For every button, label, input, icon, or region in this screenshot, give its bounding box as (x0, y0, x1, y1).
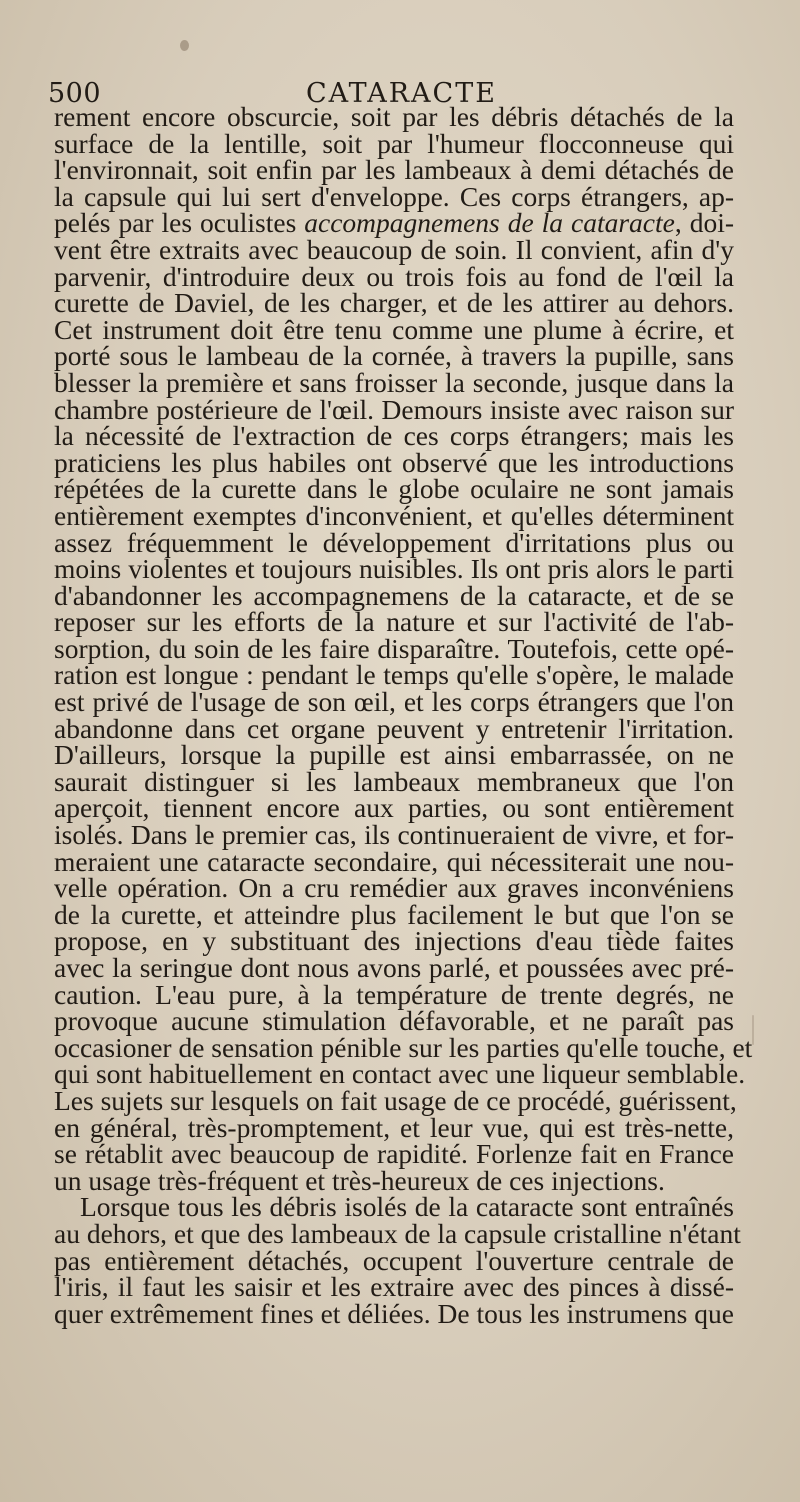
text-line: meraient une cataracte secondaire, qui nécessiterait une nou- (54, 845, 734, 877)
text-line: entièrement exemptes d'inconvénient, et qu'elles déterminent (54, 499, 734, 531)
text-line: D'ailleurs, lorsque la pupille est ainsi embarrassée, on ne (54, 739, 734, 771)
text-line: moins violentes et toujours nuisibles. Ils ont pris alors le parti (54, 553, 734, 585)
text-line: Cet instrument doit être tenu comme une plume à écrire, et (54, 313, 734, 345)
text-line: se rétablit avec beaucoup de rapidité. Forlenze fait en France (54, 1138, 734, 1170)
text-line: sorption, du soin de les faire disparaître. Toutefois, cette opé- (54, 632, 734, 664)
text-line (54, 207, 734, 239)
text-line: occasioner de sensation pénible sur les parties qu'elle touche, et (54, 1031, 753, 1063)
text-line: rement encore obscurcie, soit par les débris détachés de la (54, 101, 734, 132)
ink-spot (180, 40, 189, 51)
text-line: velle opération. On a cru remédier aux graves inconvéniens (54, 872, 734, 904)
text-line: vent être extraits avec beaucoup de soin. Il convient, afin d'y (54, 233, 734, 265)
text-line: qui sont habituellement en contact avec une liqueur semblable. (54, 1058, 746, 1090)
text-line: aperçoit, tiennent encore aux parties, ou sont entièrement (54, 792, 734, 824)
text-line: l'iris, il faut les saisir et les extraire avec des pinces à dissé- (54, 1271, 734, 1303)
text-line: surface de la lentille, soit par l'humeur flocconneuse qui (54, 127, 734, 159)
text-line: avec la seringue dont nous avons parlé, et poussées avec pré- (54, 952, 734, 983)
text-line: assez fréquemment le développement d'irritations plus ou (54, 526, 734, 558)
text-line: caution. L'eau pure, à la température de trente degrés, ne (54, 978, 734, 1010)
text-segment: , doi- (674, 207, 734, 239)
ink-spot (752, 1015, 754, 1045)
text-line: en général, très-promptement, et leur vue, qui est très-nette, (54, 1111, 734, 1143)
text-line: un usage très-fréquent et très-heureux de ces injections. (54, 1164, 665, 1196)
text-segment: pelés par les oculistes (54, 207, 305, 239)
text-line: Les sujets sur lesquels on fait usage de ce procédé, guérissent, (54, 1084, 737, 1116)
text-line: porté sous le lambeau de la cornée, à travers la pupille, sans (54, 340, 734, 372)
text-line: abandonne dans cet organe peuvent y entretenir l'irritation. (54, 712, 734, 744)
running-head: CATARACTE (306, 78, 497, 109)
italic-term: accompagnemens de la cataracte (304, 207, 675, 239)
text-line: d'abandonner les accompagnemens de la cataracte, et de se (54, 579, 734, 611)
text-line: la capsule qui lui sert d'enveloppe. Ces corps étrangers, ap- (54, 180, 734, 212)
text-line: Lorsque tous les débris isolés de la cataracte sont entraînés (80, 1191, 734, 1223)
body-text (54, 101, 753, 1329)
text-line: praticiens les plus habiles ont observé que les introductions (54, 446, 734, 478)
text-line: quer extrêmement fines et déliées. De tous les instrumens que (54, 1297, 734, 1329)
page-number: 500 (48, 78, 102, 109)
text-line: est privé de l'usage de son œil, et les corps étrangers que l'on (54, 686, 734, 718)
text-line: l'environnait, soit enfin par les lambeaux à demi détachés de (54, 154, 734, 186)
text-line: chambre postérieure de l'œil. Demours insiste avec raison sur (54, 393, 734, 425)
text-line: pas entièrement détachés, occupent l'ouverture centrale de (54, 1244, 734, 1276)
text-line: propose, en y substituant des injections d'eau tiède faites (54, 925, 734, 957)
text-line: reposer sur les efforts de la nature et sur l'activité de l'ab- (54, 606, 734, 638)
text-line: blesser la première et sans froisser la seconde, jusque dans la (54, 366, 734, 398)
text-line: de la curette, et atteindre plus facilement le but que l'on se (54, 898, 734, 930)
text-line: au dehors, et que des lambeaux de la capsule cristalline n'étant (54, 1217, 741, 1249)
text-line: curette de Daviel, de les charger, et de les attirer au dehors. (54, 287, 734, 319)
text-line: ration est longue : pendant le temps qu'elle s'opère, le malade (54, 659, 734, 691)
text-line: provoque aucune stimulation défavorable, et ne paraît pas (54, 1005, 734, 1037)
text-line: la nécessité de l'extraction de ces corps étrangers; mais les (54, 420, 734, 452)
text-line: saurait distinguer si les lambeaux membraneux que l'on (54, 765, 734, 797)
text-line: isolés. Dans le premier cas, ils continueraient de vivre, et for- (54, 819, 734, 851)
text-line: parvenir, d'introduire deux ou trois fois au fond de l'œil la (54, 260, 734, 292)
text-line: répétées de la curette dans le globe oculaire ne sont jamais (54, 473, 734, 505)
